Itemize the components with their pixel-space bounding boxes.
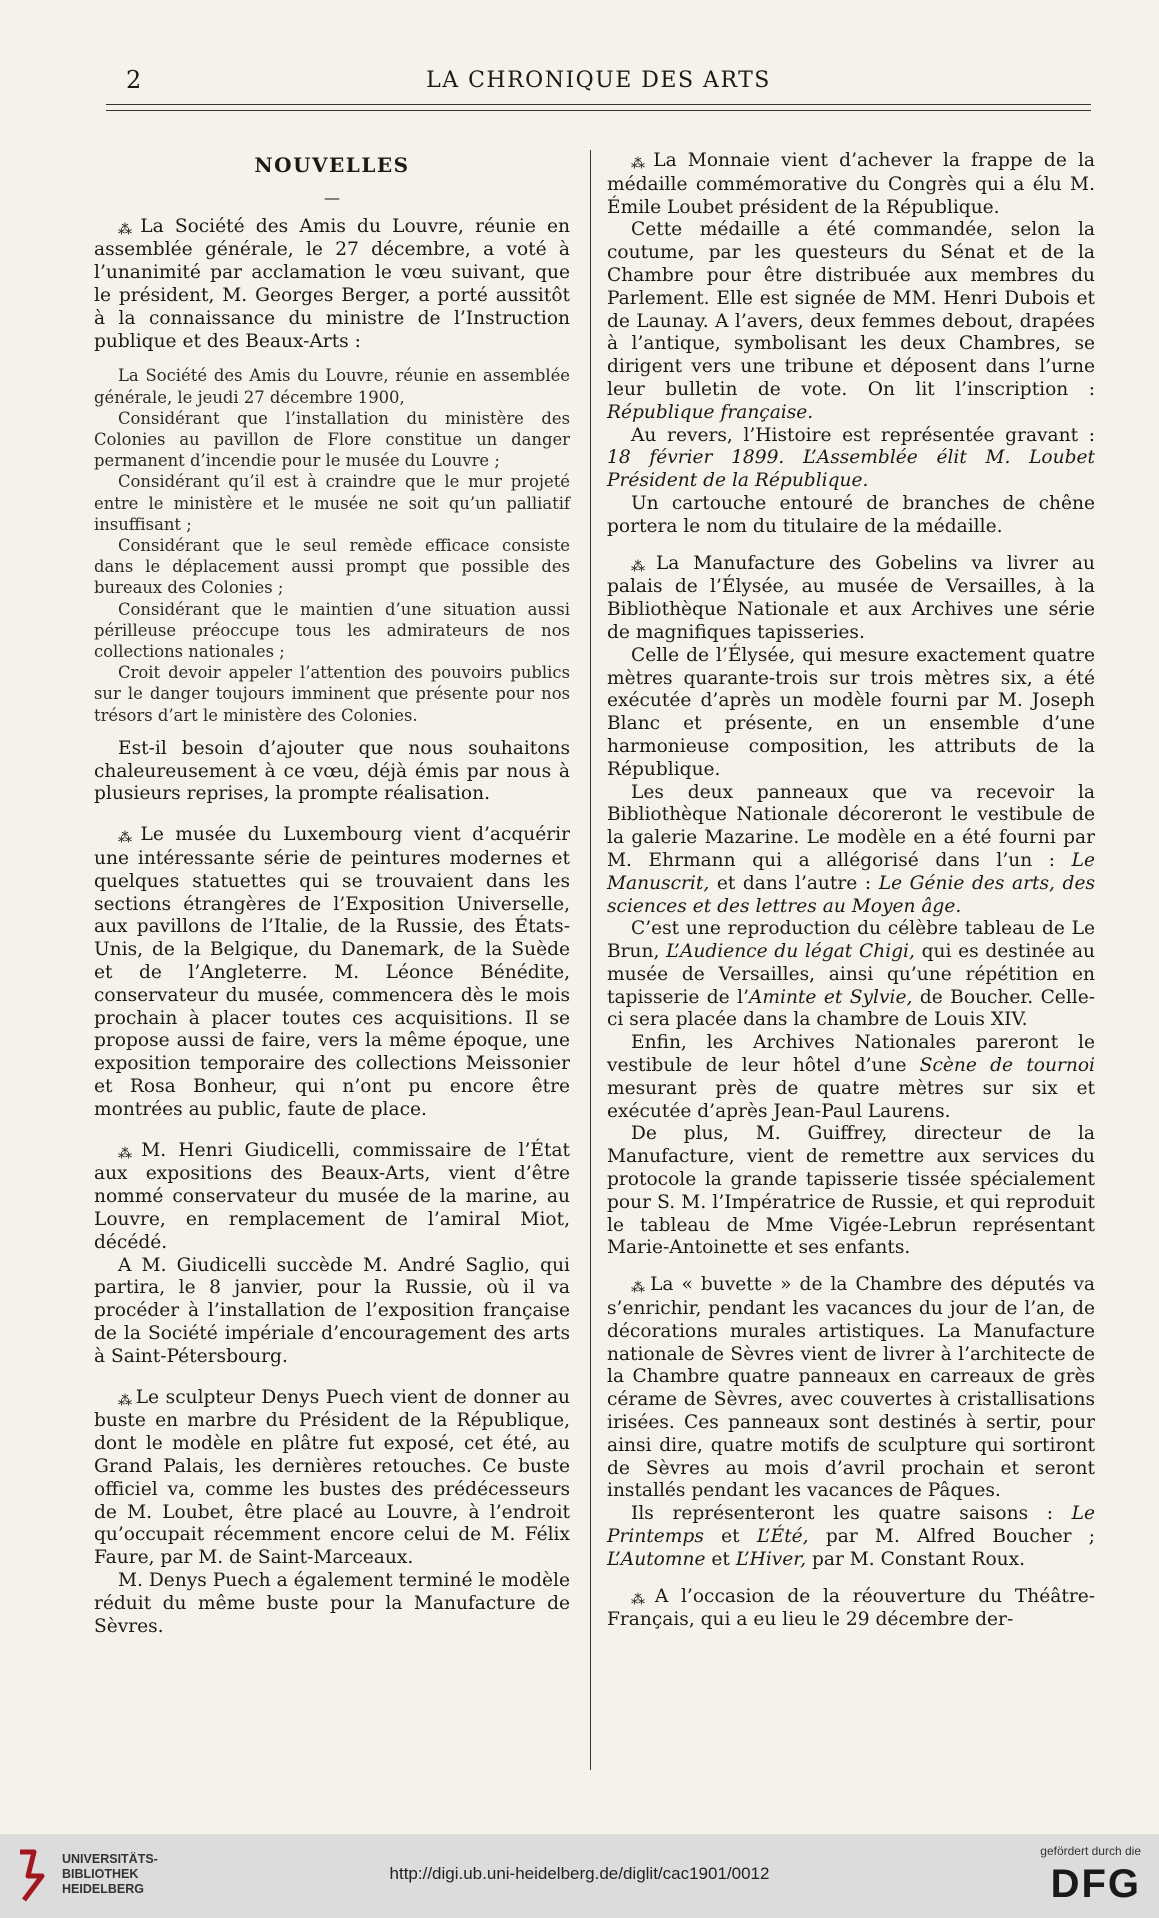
paragraph: C’est une reproduction du célèbre tableau de Le Brun, L’Audience du légat Chigi, qui es destinée au musée de Versailles, ainsi qu’une répétition en tapisserie de l’Aminte et Sylvie, de Boucher. Celle-ci sera placée dans la chambre de Louis XIV. (607, 918, 1096, 1031)
paragraph: ⁂ A l’occasion de la réouverture du Théâtre-Français, qui a eu lieu le 29 décembre der- (607, 1585, 1095, 1631)
left-column (94, 150, 570, 1638)
paragraph: Est-il besoin d’ajouter que nous souhaitons chaleureusement à ce vœu, déjà émis par nous à plusieurs reprises, la prompte réalisation. (94, 737, 570, 805)
page-number: 2 (126, 66, 142, 94)
asterism-icon: ⁂ (631, 558, 652, 575)
paragraph: ⁂ Le musée du Luxembourg vient d’acquérir une intéressante série de peintures modernes et quelques statuettes qui se trouvaient dans les sections étrangères de l’Exposition Universelle, aux pavillons de l’Italie, de la Russie, des États-Unis, de la Belgique, du Danemark, de la Suède et de l’Angleterre. M. Léonce Bénédite, conservateur du musée, commencera dès le mois prochain à placer toutes ces acquisitions. Il se propose aussi de faire, vers la même époque, une exposition temporaire des collections Meissonier et Rosa Bonheur, qui n’ont pu encore être montrées au public, faute de place. (94, 824, 570, 1120)
paragraph: ⁂ La « buvette » de la Chambre des députés va s’enrichir, pendant les vacances du jour de l’an, de décorations murales artistiques. La Manufacture nationale de Sèvres vient de livrer à l’architecte de la Chambre quatre panneaux en carreaux de grès cérame de Sèvres, avec couvertes à cristallisations irisées. Ces panneaux sont destinés à sertir, pour ainsi dire, quatre motifs de sculpture qui sortiront de Sèvres au mois d’avril prochain et seront installés pendant les vacances de Pâques. (607, 1274, 1095, 1502)
quote-paragraph: Considérant que le seul remède efficace consiste dans le déplacement aussi prompt que possible des bureaux des Colonies ; (94, 536, 570, 598)
paragraph: A M. Giudicelli succède M. André Saglio, qui partira, le 8 janvier, pour la Russie, où il va procéder à l’installation de l’exposition française de la Société impériale d’encouragement des arts à Saint-Pétersbourg. (94, 1254, 570, 1367)
asterism-icon: ⁂ (631, 156, 650, 172)
right-column (607, 150, 1095, 1632)
paragraph: Les deux panneaux que va recevoir la Bibliothèque Nationale décoreront le vestibule de la galerie Mazarine. Le modèle en a été fourni par M. Ehrmann qui a allégorisé dans l’un : Le Manuscrit, et dans l’autre : Le Génie des arts, des sciences et des lettres au Moyen âge. (607, 781, 1096, 917)
quote-paragraph: Considérant qu’il est à craindre que le mur projeté entre le ministère et le musée ne soit qu’un palliatif insuffisant ; (94, 472, 570, 534)
asterism-icon: ⁂ (118, 1145, 138, 1162)
paragraph: ⁂ La Monnaie vient d’achever la frappe de la médaille commémorative du Congrès qui a élu M. Émile Loubet président de la République. (607, 150, 1095, 218)
paragraph: ⁂ Le sculpteur Denys Puech vient de donner au buste en marbre du Président de la République, dont le modèle en plâtre fut exposé, cet été, au Grand Palais, les dernières retouches. Ce buste officiel va, comme les bustes des prédécesseurs de M. Loubet, être placé au Louvre, à l’endroit qu’occupait récemment encore celui de M. Félix Faure, par M. de Saint-Marceaux. (94, 1386, 571, 1569)
quote-paragraph: Considérant que l’installation du ministère des Colonies au pavillon de Flore constitue un danger permanent d’incendie pour le musée du Louvre ; (94, 408, 570, 471)
source-url-link[interactable]: http://digi.ub.uni-heidelberg.de/diglit/cac1901/0012 (389, 1864, 770, 1883)
dfg-logo: DFG (1050, 1862, 1141, 1906)
paragraph: Un cartouche entouré de branches de chêne portera le nom du titulaire de la médaille. (607, 492, 1095, 537)
asterism-icon: ⁂ (118, 830, 137, 847)
paragraph: Au revers, l’Histoire est représentée gravant : 18 février 1899. L’Assemblée élit M. Loubet Président de la République. (607, 424, 1095, 492)
paragraph: De plus, M. Guiffrey, directeur de la Manufacture, vient de remettre aux services du protocole la grande tapisserie tissée spécialement pour S. M. l’Impératrice de Russie, et qui reproduit le tableau de Mme Vigée-Lebrun représentant Marie-Antoinette et ses enfants. (607, 1123, 1095, 1259)
paragraph: Enfin, les Archives Nationales pareront le vestibule de leur hôtel d’une Scène de tournoi mesurant près de quatre mètres sur six et exécutée d’après Jean-Paul Laurens. (607, 1032, 1095, 1122)
asterism-icon: ⁂ (118, 221, 137, 238)
title-dash: — (324, 187, 340, 207)
quote-paragraph: Considérant que le maintien d’une situation aussi périlleuse préoccupe tous les admirateurs de nos collections nationales ; (94, 599, 570, 662)
page-header (106, 62, 1091, 102)
paragraph: Ils représenteront les quatre saisons : Le Printemps et L’Été, par M. Alfred Boucher ; L’Automne et L’Hiver, par M. Constant Roux. (607, 1503, 1095, 1570)
header-rule-bottom (106, 110, 1091, 111)
running-title: LA CHRONIQUE DES ARTS (426, 68, 771, 93)
paragraph: M. Denys Puech a également terminé le modèle réduit du même buste pour la Manufacture de Sèvres. (94, 1569, 570, 1637)
paragraph: Celle de l’Élysée, qui mesure exactement quatre mètres quarante-trois sur trois mètres six, a été exécutée d’après un modèle fourni par M. Joseph Blanc et présente, en un ensemble d’une harmonieuse composition, les attributs de la République. (607, 644, 1095, 780)
quote-paragraph: La Société des Amis du Louvre, réunie en assemblée générale, le jeudi 27 décembre 1900, (94, 366, 570, 407)
quote-paragraph: Croit devoir appeler l’attention des pouvoirs publics sur le danger toujours imminent que présente pour nos trésors d’art le ministère des Colonies. (94, 663, 570, 725)
asterism-icon: ⁂ (631, 1280, 647, 1297)
paragraph: ⁂ M. Henri Giudicelli, commissaire de l’État aux expositions des Beaux-Arts, vient d’être nommé conservateur du musée de la marine, au Louvre, en remplacement de l’amiral Miot, décédé. (94, 1139, 571, 1253)
paragraph: ⁂ La Manufacture des Gobelins va livrer au palais de l’Élysée, au musée de Versailles, à la Bibliothèque Nationale et aux Archives une série de magnifiques tapisseries. (607, 552, 1095, 643)
header-rule-top (106, 104, 1091, 105)
footer-bar (0, 1834, 1159, 1918)
resolution-quote (94, 365, 570, 725)
paragraph: Cette médaille a été commandée, selon la coutume, par les questeurs du Sénat et de la Chambre pour être distribuée aux membres du Parlement. Elle est signée de MM. Henri Dubois et de Launay. A l’avers, deux femmes debout, drapées à l’antique, symbolisant les deux Chambres, se dirigent vers une tribune et déposent dans l’urne leur bulletin de vote. On lit l’inscription : République française. (607, 219, 1095, 423)
asterism-icon: ⁂ (631, 1591, 651, 1608)
column-divider (590, 150, 591, 1770)
asterism-icon: ⁂ (118, 1392, 132, 1409)
section-title: NOUVELLES (254, 153, 410, 177)
paragraph: ⁂ La Société des Amis du Louvre, réunie en assemblée générale, le 27 décembre, a voté à l’unanimité par acclamation le vœu suivant, que le président, M. Georges Berger, a porté aussitôt à la connaissance du ministre de l’Instruction publique et des Beaux-Arts : (94, 215, 570, 352)
library-name: UNIVERSITÄTS- BIBLIOTHEK HEIDELBERG (62, 1852, 158, 1896)
funding-note: gefördert durch die (1040, 1844, 1141, 1858)
